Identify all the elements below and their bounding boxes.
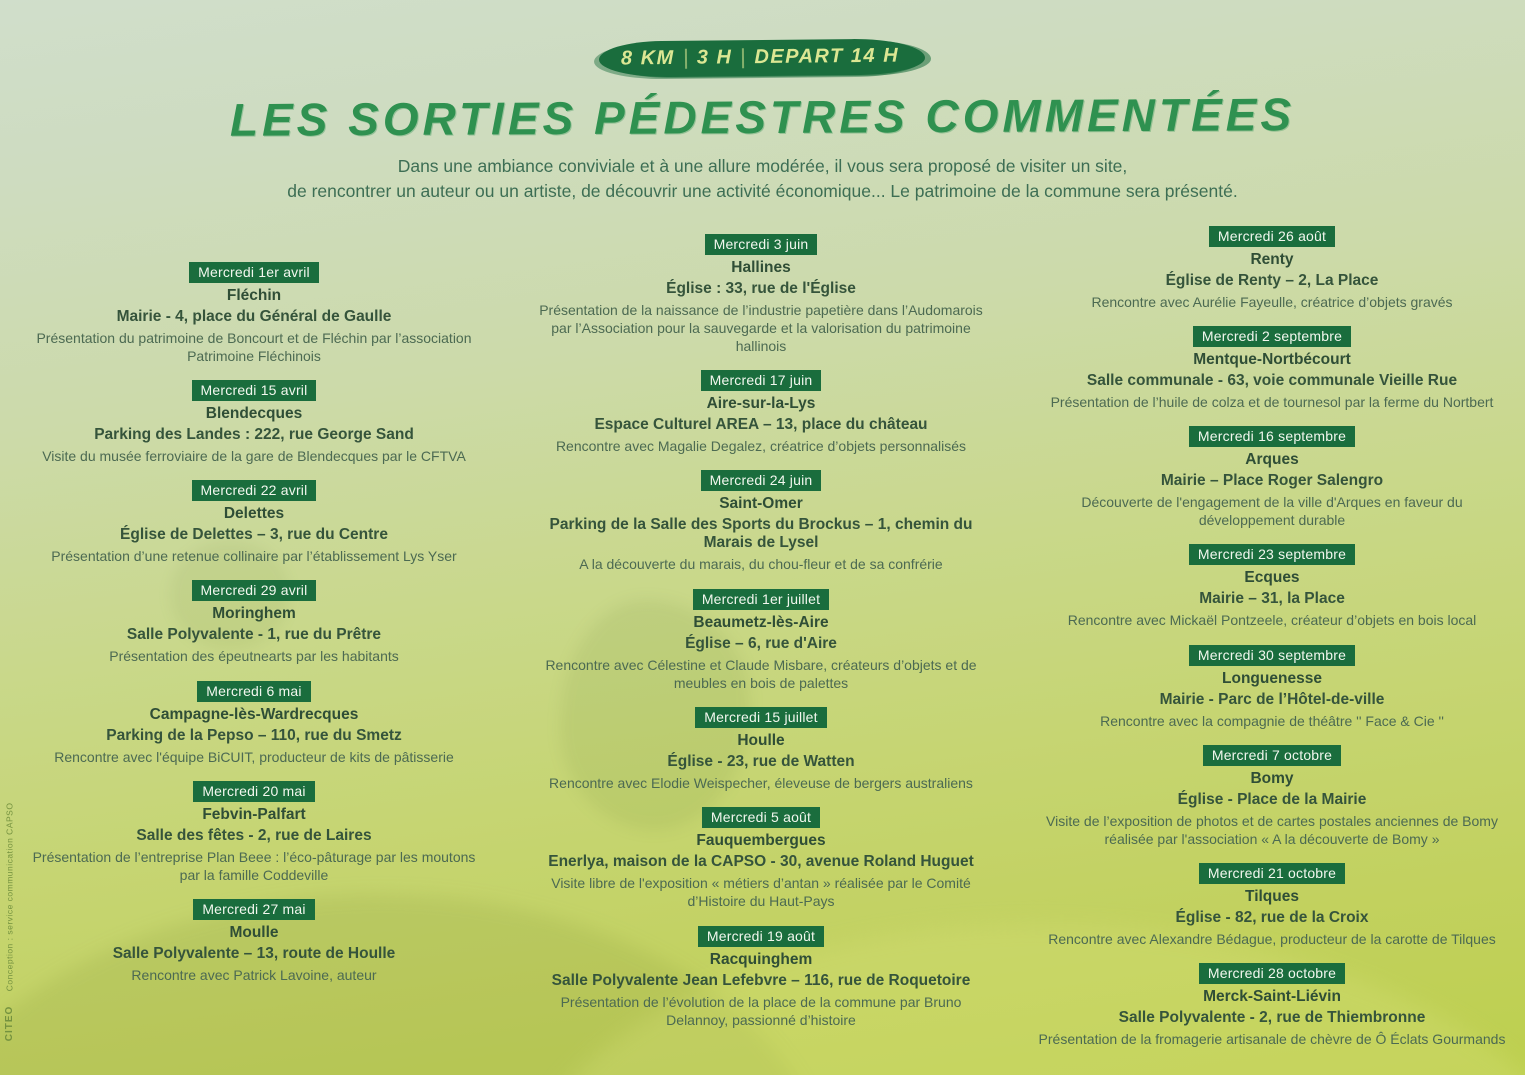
poster-header [0,0,1525,204]
event-item [24,781,484,884]
event-description: Présentation de la naissance de l’industrie papetière dans l’Audomarois par l’Association pour la sauvegarde et la valorisation du patrimoine hallinois [539,301,983,355]
event-description: Rencontre avec l'équipe BiCUIT, producteur de kits de pâtisserie [54,748,454,765]
event-item [24,262,484,365]
event-date-badge: Mercredi 15 avril [192,380,317,401]
event-venue: Parking de la Pepso – 110, rue du Smetz [106,726,402,744]
event-date-badge: Mercredi 17 juin [701,370,822,391]
event-venue: Salle communale - 63, voie communale Vieille Rue [1086,371,1458,389]
event-location: Blendecques [205,405,303,423]
ribbon-divider [743,48,745,68]
event-description: Visite du musée ferroviaire de la gare de Blendecques par le CFTVA [42,448,466,465]
event-description: Rencontre avec Elodie Weispecher, éleveuse de bergers australiens [549,775,973,791]
event-item [24,899,484,984]
intro-line-1: Dans une ambiance conviviale et à une allure modérée, il vous sera proposé de visiter un site, [397,156,1128,176]
event-item [530,589,992,692]
intro-line-2: de rencontrer un auteur ou un artiste, de découvrir une activité économique... Le patrimoine de la commune sera présenté. [287,180,1238,201]
event-location: Renty [1250,250,1294,268]
intro-text [0,154,1525,204]
event-venue: Église : 33, rue de l'Église [666,279,856,297]
event-description: Présentation de l’évolution de la place de la commune par Bruno Delannoy, passionné d’histoire [560,993,962,1028]
event-date-badge: Mercredi 7 octobre [1203,745,1341,766]
event-description: Présentation du patrimoine de Boncourt et de Fléchin par l’association Patrimoine Fléchinois [36,329,472,364]
events-column-2 [530,220,992,1064]
event-description: Rencontre avec Célestine et Claude Misbare, créateurs d’objets et de meubles en bois de palettes [545,656,977,691]
event-description: Rencontre avec Mickaël Pontzeele, créateur d’objets en bois local [1067,612,1477,629]
event-item [530,234,992,356]
event-location: Hallines [731,258,791,276]
event-date-badge: Mercredi 3 juin [705,234,818,255]
citeo-logo: CITEO [4,1005,15,1041]
event-venue: Église de Renty – 2, La Place [1165,271,1379,289]
event-item [1038,544,1506,629]
event-venue: Parking de la Salle des Sports du Brockus – 1, chemin du Marais de Lysel [549,516,973,552]
event-venue: Salle Polyvalente – 13, route de Houlle [112,945,396,963]
event-date-badge: Mercredi 26 août [1209,226,1335,247]
event-location: Aire-sur-la-Lys [706,395,816,413]
event-item [1038,426,1506,529]
event-item [530,807,992,910]
event-description: Rencontre avec Magalie Degalez, créatrice d’objets personnalisés [555,438,967,455]
event-location: Beaumetz-lès-Aire [693,613,829,631]
event-location: Febvin-Palfart [202,805,306,823]
event-venue: Salle des fêtes - 2, rue de Laires [136,826,372,844]
distance-label: 8 KM [621,46,676,70]
event-date-badge: Mercredi 24 juin [701,470,822,491]
event-location: Mentque-Nortbécourt [1193,350,1351,368]
event-location: Moulle [229,924,279,942]
route-info-ribbon [599,38,925,77]
event-item [1038,863,1506,948]
event-location: Ecques [1244,569,1300,587]
event-description: Visite libre de l'exposition « métiers d’antan » réalisée par le Comité d’Histoire du Haut-Pays [551,875,971,910]
event-venue: Parking des Landes : 222, rue George Sand [94,426,414,444]
event-location: Tilques [1245,888,1299,906]
event-location: Merck-Saint-Liévin [1203,988,1341,1006]
event-item [1038,326,1506,411]
event-location: Moringhem [212,605,296,623]
event-date-badge: Mercredi 22 avril [192,480,317,501]
event-location: Delettes [223,505,285,523]
event-venue: Enerlya, maison de la CAPSO - 30, avenue Roland Huguet [548,853,974,871]
page-title: LES SORTIES PÉDESTRES COMMENTÉES [229,88,1296,146]
event-description: Visite de l’exposition de photos et de cartes postales anciennes de Bomy réalisée par l'association « A la découverte de Bomy » [1046,812,1498,847]
event-venue: Salle Polyvalente - 2, rue de Thiembronne [1118,1009,1426,1027]
event-date-badge: Mercredi 27 mai [193,899,314,920]
event-venue: Église – 6, rue d'Aire [685,634,837,652]
event-date-badge: Mercredi 16 septembre [1189,426,1355,447]
event-venue: Église - 82, rue de la Croix [1175,909,1369,927]
event-description: Rencontre avec Aurélie Fayeulle, créatrice d’objets gravés [1091,293,1453,310]
duration-label: 3 H [697,46,733,69]
event-item [24,681,484,766]
event-date-badge: Mercredi 15 juillet [695,707,827,728]
event-location: Racquinghem [709,950,813,968]
credit-line [4,803,15,1041]
event-location: Campagne-lès-Wardrecques [149,705,359,723]
event-item [24,480,484,565]
events-column-1 [24,220,484,1064]
event-date-badge: Mercredi 5 août [702,807,820,828]
event-description: Présentation de l’huile de colza et de tournesol par la ferme du Nortbert [1050,393,1494,410]
event-item [1038,226,1506,311]
event-description: Découverte de l'engagement de la ville d'Arques en faveur du développement durable [1081,494,1463,529]
event-date-badge: Mercredi 29 avril [192,580,317,601]
event-venue: Salle Polyvalente Jean Lefebvre – 116, rue de Roquetoire [551,971,971,989]
event-venue: Église - 23, rue de Watten [667,753,855,770]
event-item [530,470,992,573]
events-column-3 [1038,220,1506,1064]
event-date-badge: Mercredi 20 mai [193,781,314,802]
event-item [1038,645,1506,730]
event-date-badge: Mercredi 2 septembre [1193,326,1351,347]
event-venue: Mairie – 31, la Place [1199,590,1345,608]
event-location: Saint-Omer [719,495,803,513]
event-description: Rencontre avec Patrick Lavoine, auteur [131,967,377,984]
event-description: Présentation de l’entreprise Plan Beee : l’éco-pâturage par les moutons par la famille Coddeville [32,848,476,883]
event-description: Rencontre avec Alexandre Bédague, producteur de la carotte de Tilques [1048,931,1496,948]
event-venue: Salle Polyvalente - 1, rue du Prêtre [126,626,382,644]
event-item [1038,963,1506,1048]
event-venue: Mairie – Place Roger Salengro [1160,472,1384,490]
event-item [530,707,992,792]
event-date-badge: Mercredi 6 mai [197,681,310,702]
event-item [530,370,992,455]
event-date-badge: Mercredi 19 août [698,926,824,947]
event-item [530,926,992,1029]
event-venue: Mairie - Parc de l’Hôtel-de-ville [1159,690,1385,708]
event-description: Présentation des épeutnearts par les habitants [109,648,399,665]
events-grid [0,220,1525,1064]
event-location: Fléchin [226,286,282,304]
event-venue: Mairie - 4, place du Général de Gaulle [116,307,392,325]
event-description: A la découverte du marais, du chou-fleur et de sa confrérie [579,556,943,573]
event-location: Bomy [1250,769,1294,787]
event-date-badge: Mercredi 1er juillet [693,589,829,610]
event-item [24,580,484,665]
event-location: Houlle [737,732,785,749]
event-location: Fauquembergues [696,832,826,850]
event-venue: Église - Place de la Mairie [1177,790,1367,808]
event-description: Présentation de la fromagerie artisanale de chèvre de Ô Éclats Gourmands [1038,1031,1506,1048]
event-description: Rencontre avec la compagnie de théâtre '' Face & Cie '' [1100,712,1444,729]
event-date-badge: Mercredi 28 octobre [1199,963,1345,984]
event-date-badge: Mercredi 23 septembre [1189,544,1355,565]
event-venue: Espace Culturel AREA – 13, place du château [594,416,928,434]
credit-text: Conception : service communication CAPSO [4,802,15,992]
departure-label: DEPART 14 H [754,44,900,69]
event-location: Longuenesse [1222,669,1322,687]
event-date-badge: Mercredi 21 octobre [1199,863,1345,884]
event-venue: Église de Delettes – 3, rue du Centre [120,526,388,544]
event-location: Arques [1245,451,1299,469]
ribbon-divider [685,48,687,68]
event-date-badge: Mercredi 1er avril [189,262,319,283]
event-date-badge: Mercredi 30 septembre [1189,645,1355,666]
event-description: Présentation d’une retenue collinaire par l’établissement Lys Yser [51,548,457,565]
event-item [24,380,484,465]
event-item [1038,745,1506,848]
